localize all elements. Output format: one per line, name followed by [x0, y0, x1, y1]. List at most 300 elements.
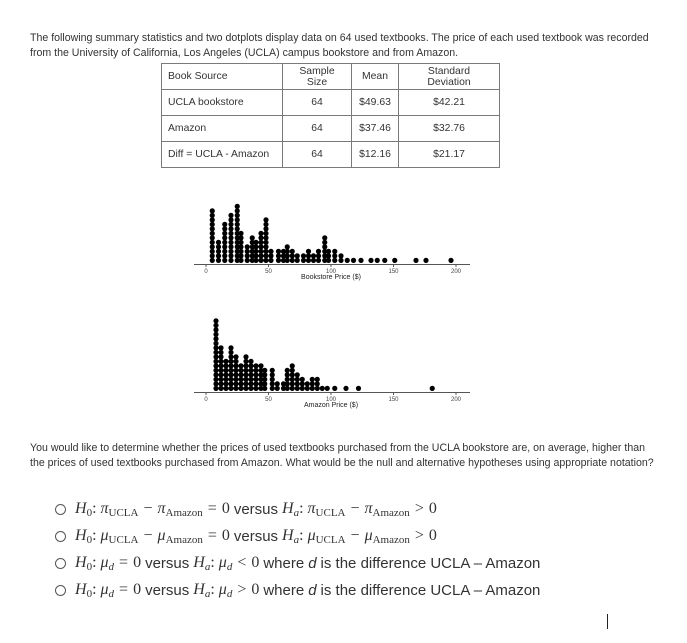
dot — [218, 381, 223, 386]
dot — [243, 368, 248, 373]
dot — [238, 253, 243, 258]
dot — [290, 377, 295, 382]
dot — [248, 377, 253, 382]
dot — [222, 222, 227, 227]
dot — [228, 213, 233, 218]
table-row — [162, 142, 500, 168]
option-d: d — [308, 582, 317, 599]
dot — [253, 363, 258, 368]
dot — [233, 377, 238, 382]
dot — [268, 258, 273, 263]
dot — [263, 231, 268, 236]
option-paired-greater-than[interactable] — [55, 581, 540, 600]
dot — [262, 368, 267, 373]
dot — [430, 386, 435, 391]
dot — [248, 372, 253, 377]
dot — [392, 258, 397, 263]
dot — [310, 381, 315, 386]
dot — [310, 386, 315, 391]
option-alt-formula: $H_a$: $\pi_{UCLA} - \pi_{Amazon} > 0$ — [282, 500, 437, 519]
dot — [351, 258, 356, 263]
dot — [311, 258, 316, 263]
dot — [243, 359, 248, 364]
dot — [326, 249, 331, 254]
dot — [228, 222, 233, 227]
option-formula: $H_0$: $\pi_{UCLA} - \pi_{Amazon} = 0$ — [75, 500, 230, 519]
option-mean-difference[interactable] — [55, 527, 437, 546]
table-header-row — [162, 64, 500, 90]
dot — [248, 381, 253, 386]
dot — [218, 354, 223, 359]
dot — [262, 372, 267, 377]
tick-label: 0 — [204, 397, 208, 403]
dot — [268, 253, 273, 258]
dot — [210, 217, 215, 222]
dot — [263, 222, 268, 227]
dot — [228, 345, 233, 350]
dot — [295, 253, 300, 258]
dot — [300, 377, 305, 382]
dot — [218, 359, 223, 364]
dot — [301, 258, 306, 263]
dot — [270, 377, 275, 382]
dot — [210, 240, 215, 245]
dot — [216, 240, 221, 245]
dot — [316, 253, 321, 258]
x-axis-label: Bookstore Price ($) — [301, 274, 361, 281]
dot — [216, 253, 221, 258]
x-axis-label: Amazon Price ($) — [303, 402, 359, 409]
dot — [245, 253, 250, 258]
cell-mean: $37.46 — [352, 116, 399, 142]
dot — [253, 368, 258, 373]
cell-mean: $12.16 — [352, 142, 399, 168]
radio-button[interactable] — [55, 585, 66, 596]
dot — [213, 350, 218, 355]
dot — [228, 231, 233, 236]
dot — [310, 377, 315, 382]
dot — [218, 345, 223, 350]
dot — [235, 204, 240, 209]
dot — [213, 359, 218, 364]
dot — [223, 377, 228, 382]
dot — [210, 231, 215, 236]
dot — [213, 336, 218, 341]
dot — [228, 249, 233, 254]
cell-source: UCLA bookstore — [162, 90, 283, 116]
dot — [245, 244, 250, 249]
dot — [238, 249, 243, 254]
dot — [300, 386, 305, 391]
dot — [332, 258, 337, 263]
dot — [210, 208, 215, 213]
dot — [233, 368, 238, 373]
dot — [285, 372, 290, 377]
dot — [238, 381, 243, 386]
dot — [238, 372, 243, 377]
header-std-dev: Standard Deviation — [399, 64, 500, 90]
option-alt-formula: $H_a$: $\mu_d > 0$ — [193, 581, 260, 600]
dot — [285, 258, 290, 263]
radio-button[interactable] — [55, 531, 66, 542]
dot — [218, 363, 223, 368]
dot — [235, 222, 240, 227]
dot — [223, 363, 228, 368]
dot — [285, 244, 290, 249]
option-where: where — [263, 555, 305, 572]
header-sample-size: Sample Size — [283, 64, 352, 90]
dot — [238, 368, 243, 373]
dot — [228, 258, 233, 263]
dot — [218, 350, 223, 355]
dot — [210, 258, 215, 263]
dot — [338, 258, 343, 263]
dot — [285, 249, 290, 254]
radio-button[interactable] — [55, 558, 66, 569]
dot — [290, 368, 295, 373]
dot — [290, 386, 295, 391]
dot — [233, 386, 238, 391]
dot — [228, 217, 233, 222]
dot — [275, 386, 280, 391]
dot — [248, 368, 253, 373]
dot — [210, 253, 215, 258]
dot — [253, 244, 258, 249]
dot — [245, 258, 250, 263]
dot — [213, 363, 218, 368]
dot — [316, 258, 321, 263]
dot — [356, 386, 361, 391]
dot — [235, 208, 240, 213]
dot — [290, 253, 295, 258]
dot — [213, 377, 218, 382]
dot — [243, 372, 248, 377]
tick-label: 200 — [450, 269, 462, 275]
dot — [228, 253, 233, 258]
dot — [285, 253, 290, 258]
dot — [218, 372, 223, 377]
dot — [228, 354, 233, 359]
dot — [262, 386, 267, 391]
bookstore-dotplot — [194, 190, 470, 292]
dot — [345, 258, 350, 263]
dot — [285, 368, 290, 373]
dot — [270, 381, 275, 386]
dot — [316, 249, 321, 254]
cell-sd: $42.21 — [399, 90, 500, 116]
cell-n: 64 — [283, 90, 352, 116]
header-book-source: Book Source — [162, 64, 283, 90]
dot — [320, 386, 325, 391]
dot — [210, 213, 215, 218]
dot — [322, 240, 327, 245]
dot — [238, 240, 243, 245]
cell-source: Amazon — [162, 116, 283, 142]
dot — [238, 231, 243, 236]
dot — [213, 372, 218, 377]
dot — [223, 368, 228, 373]
dot — [276, 253, 281, 258]
option-alt-formula: $H_a$: $\mu_d < 0$ — [193, 554, 260, 573]
dot — [235, 217, 240, 222]
dot — [223, 359, 228, 364]
dot — [311, 253, 316, 258]
dot — [248, 363, 253, 368]
dot — [210, 244, 215, 249]
cell-n: 64 — [283, 116, 352, 142]
dot — [222, 240, 227, 245]
dot — [253, 258, 258, 263]
dot — [253, 240, 258, 245]
option-versus: versus — [233, 528, 279, 545]
dot — [248, 386, 253, 391]
dot — [243, 381, 248, 386]
dot — [228, 377, 233, 382]
dot — [222, 258, 227, 263]
dot — [218, 368, 223, 373]
dot — [276, 249, 281, 254]
dot — [263, 226, 268, 231]
dot — [258, 253, 263, 258]
dot — [326, 258, 331, 263]
dot — [358, 258, 363, 263]
dot — [338, 253, 343, 258]
table-row — [162, 90, 500, 116]
dot — [223, 372, 228, 377]
option-description: is the difference UCLA – Amazon — [320, 582, 541, 599]
dot — [305, 381, 310, 386]
dot — [228, 350, 233, 355]
dot — [233, 359, 238, 364]
dot — [210, 249, 215, 254]
dot — [332, 249, 337, 254]
cell-sd: $32.76 — [399, 116, 500, 142]
cell-source: Diff = UCLA - Amazon — [162, 142, 283, 168]
dot — [243, 363, 248, 368]
dot — [448, 258, 453, 263]
dot — [268, 249, 273, 254]
dot — [332, 386, 337, 391]
dot — [263, 235, 268, 240]
dot — [258, 244, 263, 249]
tick-label: 200 — [450, 397, 462, 403]
tick-label: 100 — [325, 397, 337, 403]
dot — [270, 386, 275, 391]
option-formula: $H_0$: $\mu_{UCLA} - \mu_{Amazon} = 0$ — [75, 527, 230, 546]
dot — [223, 386, 228, 391]
option-d: d — [308, 555, 317, 572]
option-proportion-difference[interactable] — [55, 500, 437, 519]
cell-mean: $49.63 — [352, 90, 399, 116]
cell-sd: $21.17 — [399, 142, 500, 168]
summary-table — [161, 63, 500, 168]
dot — [253, 386, 258, 391]
dot — [295, 386, 300, 391]
dot — [210, 226, 215, 231]
dot — [263, 244, 268, 249]
tick-label: 150 — [388, 269, 399, 275]
dot — [258, 235, 263, 240]
dot — [213, 318, 218, 323]
cell-n: 64 — [283, 142, 352, 168]
dot — [270, 372, 275, 377]
dot — [228, 359, 233, 364]
dot — [228, 372, 233, 377]
dot — [210, 235, 215, 240]
dot — [258, 249, 263, 254]
dot — [243, 377, 248, 382]
dot — [222, 253, 227, 258]
dot — [290, 381, 295, 386]
dot — [276, 258, 281, 263]
radio-button[interactable] — [55, 504, 66, 515]
dot — [315, 386, 320, 391]
dot — [326, 253, 331, 258]
dot — [301, 253, 306, 258]
dot — [233, 363, 238, 368]
dot — [228, 226, 233, 231]
dot — [216, 244, 221, 249]
dot — [253, 253, 258, 258]
dot — [285, 386, 290, 391]
dot — [210, 222, 215, 227]
dot — [263, 240, 268, 245]
dot — [243, 354, 248, 359]
dot — [306, 258, 311, 263]
dot — [262, 381, 267, 386]
dot — [250, 235, 255, 240]
dot — [382, 258, 387, 263]
option-paired-less-than[interactable] — [55, 554, 540, 573]
dot — [213, 327, 218, 332]
table-row — [162, 116, 500, 142]
dot — [243, 386, 248, 391]
dot — [322, 244, 327, 249]
header-mean: Mean — [352, 64, 399, 90]
dot — [213, 368, 218, 373]
dot — [228, 386, 233, 391]
dot — [228, 235, 233, 240]
option-formula: $H_0$: $\mu_d = 0$ — [75, 554, 142, 573]
dot — [233, 354, 238, 359]
dot — [285, 381, 290, 386]
dot — [343, 386, 348, 391]
dot — [253, 372, 258, 377]
dot — [258, 231, 263, 236]
dot — [228, 381, 233, 386]
question-text: You would like to determine whether the prices of used textbooks purchased from the UCLA bookstore are, on average, higher than the prices of used textbooks purchased from Amazon. What would be the null and alternative hypotheses using appropriate notation? — [30, 441, 654, 470]
option-alt-formula: $H_a$: $\mu_{UCLA} - \mu_{Amazon} > 0$ — [282, 527, 437, 546]
dot — [368, 258, 373, 263]
dot — [262, 377, 267, 382]
tick-label: 0 — [204, 269, 208, 275]
dot — [315, 381, 320, 386]
dot — [222, 226, 227, 231]
tick-label: 50 — [265, 397, 272, 403]
dot — [315, 377, 320, 382]
amazon-dotplot — [194, 300, 470, 420]
dot — [290, 372, 295, 377]
dot — [238, 386, 243, 391]
text-cursor — [607, 614, 608, 629]
dot — [213, 354, 218, 359]
dot — [216, 249, 221, 254]
dot — [263, 249, 268, 254]
intro-text: The following summary statistics and two dotplots display data on 64 used textbooks. The price of each used textbook was recorded from the University of California, Los Angeles (UCLA) campus bookstore and from Amazon. — [30, 31, 649, 59]
dot — [306, 253, 311, 258]
dot — [213, 323, 218, 328]
dot — [258, 240, 263, 245]
option-where: where — [263, 582, 305, 599]
dot — [233, 381, 238, 386]
dot — [253, 377, 258, 382]
dot — [233, 372, 238, 377]
dot — [258, 258, 263, 263]
dot — [285, 377, 290, 382]
dot — [263, 253, 268, 258]
dot — [222, 244, 227, 249]
option-versus: versus — [145, 555, 190, 572]
dot — [295, 381, 300, 386]
dot — [238, 377, 243, 382]
dot — [222, 235, 227, 240]
dot — [222, 231, 227, 236]
dot — [300, 381, 305, 386]
dot — [222, 249, 227, 254]
dot — [235, 213, 240, 218]
dot — [375, 258, 380, 263]
dot — [238, 235, 243, 240]
dot — [295, 377, 300, 382]
dot — [325, 386, 330, 391]
dot — [423, 258, 428, 263]
dot — [263, 217, 268, 222]
dot — [248, 359, 253, 364]
dot — [213, 345, 218, 350]
dot — [238, 244, 243, 249]
dot — [235, 226, 240, 231]
dot — [238, 258, 243, 263]
dot — [270, 368, 275, 373]
dot — [305, 386, 310, 391]
dot — [213, 341, 218, 346]
option-description: is the difference UCLA – Amazon — [320, 555, 541, 572]
dot — [238, 363, 243, 368]
dot — [228, 368, 233, 373]
dot — [223, 381, 228, 386]
dot — [218, 386, 223, 391]
dot — [218, 377, 223, 382]
option-versus: versus — [233, 501, 279, 518]
dot — [216, 258, 221, 263]
dot — [213, 332, 218, 337]
dot — [228, 244, 233, 249]
dot — [290, 249, 295, 254]
option-formula: $H_0$: $\mu_d = 0$ — [75, 581, 142, 600]
dot — [290, 363, 295, 368]
dot — [290, 258, 295, 263]
dot — [275, 381, 280, 386]
dot — [295, 258, 300, 263]
dot — [253, 381, 258, 386]
dot — [213, 386, 218, 391]
tick-label: 100 — [325, 269, 337, 275]
dot — [213, 381, 218, 386]
dot — [263, 258, 268, 263]
dot — [245, 249, 250, 254]
tick-label: 150 — [388, 397, 399, 403]
dot — [413, 258, 418, 263]
